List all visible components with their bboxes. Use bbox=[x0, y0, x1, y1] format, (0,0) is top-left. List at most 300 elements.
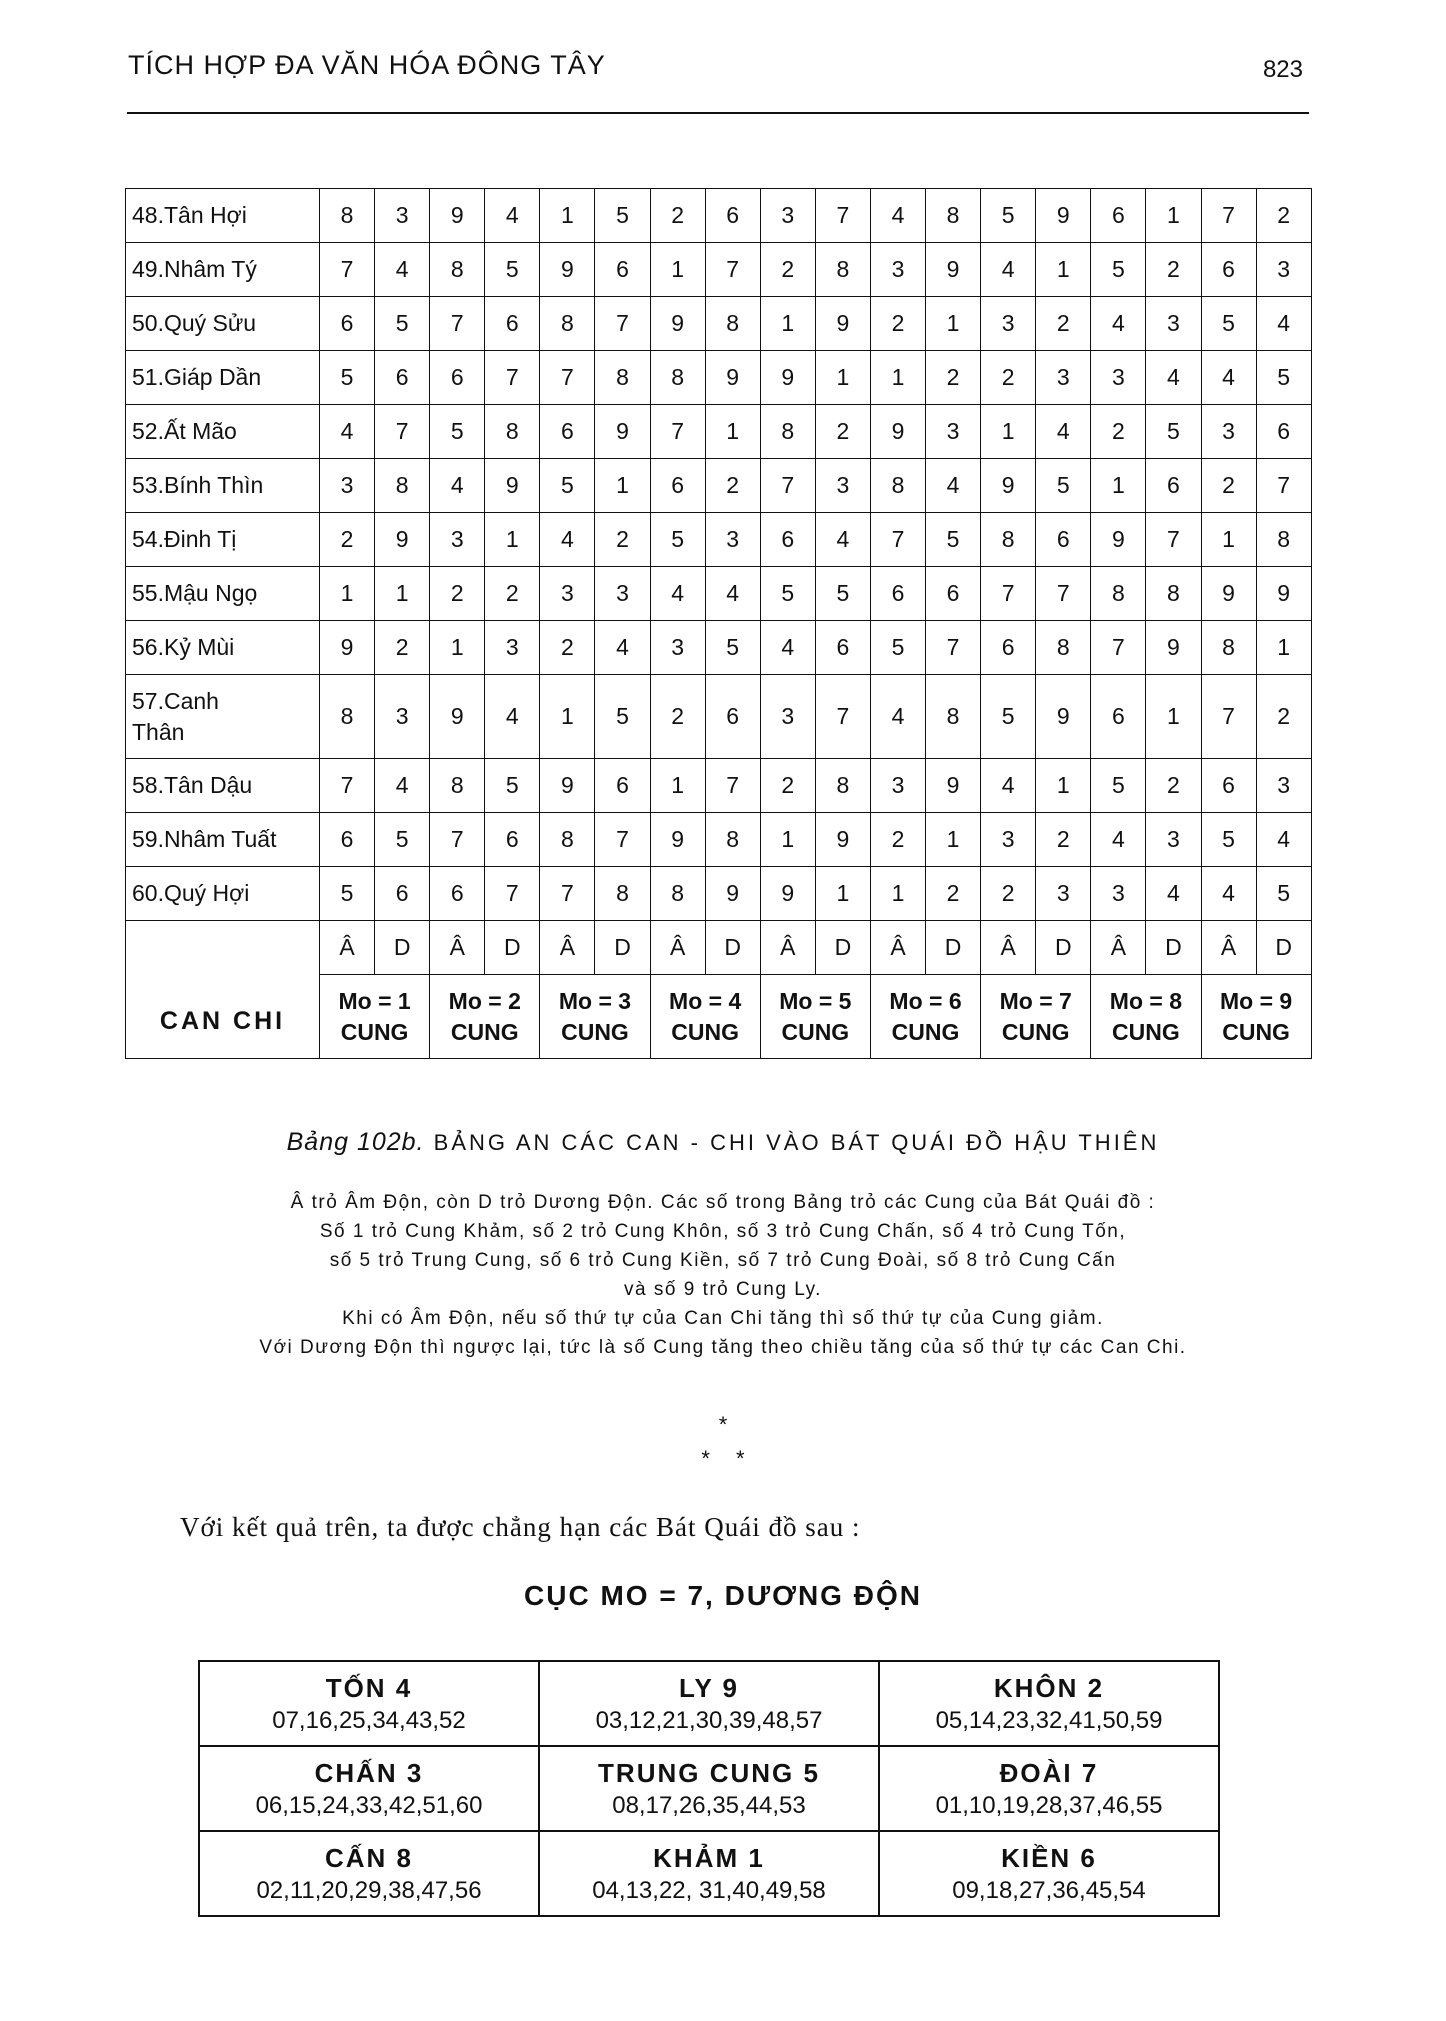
table-row bbox=[126, 867, 1312, 921]
cung-number-cell: 5 bbox=[705, 621, 760, 675]
cung-number-cell: 8 bbox=[1036, 621, 1091, 675]
cung-number-cell: 6 bbox=[485, 297, 540, 351]
caption-lead: Bảng 102b. bbox=[286, 1128, 425, 1156]
cung-number-cell: 3 bbox=[1146, 813, 1201, 867]
caption-text: BẢNG AN CÁC CAN - CHI VÀO BÁT QUÁI ĐỒ HẬU THIÊN bbox=[433, 1130, 1160, 1155]
cung-number-cell: 1 bbox=[815, 351, 870, 405]
cung-number-cell: 8 bbox=[540, 297, 595, 351]
section-break-star: * bbox=[718, 1412, 728, 1437]
table-row bbox=[126, 351, 1312, 405]
row-name-cell: 50.Quý Sửu bbox=[126, 297, 320, 351]
cung-number-cell: 1 bbox=[1036, 243, 1091, 297]
row-name-cell: 49.Nhâm Tý bbox=[126, 243, 320, 297]
cung-number-cell: 5 bbox=[1091, 759, 1146, 813]
trigram-numbers: 08,17,26,35,44,53 bbox=[612, 1791, 806, 1819]
cung-number-cell: 5 bbox=[595, 675, 650, 759]
cung-label: CUNG bbox=[671, 1018, 740, 1045]
cung-number-cell: 4 bbox=[1036, 405, 1091, 459]
cung-number-cell: 1 bbox=[926, 297, 981, 351]
cung-number-cell: 8 bbox=[1256, 513, 1311, 567]
cung-number-cell: 8 bbox=[650, 867, 705, 921]
cung-number-cell: 9 bbox=[485, 459, 540, 513]
table-row bbox=[126, 621, 1312, 675]
cung-number-cell: 9 bbox=[1036, 675, 1091, 759]
cung-number-cell: 7 bbox=[705, 759, 760, 813]
mo-label: Mo = 5 bbox=[779, 987, 852, 1014]
cung-number-cell: 2 bbox=[870, 813, 925, 867]
cung-number-cell: 7 bbox=[870, 513, 925, 567]
row-name-cell: 51.Giáp Dần bbox=[126, 351, 320, 405]
cung-number-cell: 5 bbox=[1146, 405, 1201, 459]
cung-header-cell bbox=[540, 975, 650, 1059]
bat-quai-grid-body bbox=[199, 1661, 1219, 1916]
cung-number-cell: 8 bbox=[650, 351, 705, 405]
mo-label: Mo = 3 bbox=[558, 987, 632, 1014]
cung-number-cell: 9 bbox=[375, 513, 430, 567]
cung-number-cell: 8 bbox=[815, 759, 870, 813]
can-chi-table-body bbox=[126, 189, 1312, 1059]
cung-number-cell: 5 bbox=[815, 567, 870, 621]
cung-number-cell: 8 bbox=[595, 351, 650, 405]
cung-number-cell: 7 bbox=[595, 813, 650, 867]
cung-number-cell: 2 bbox=[1256, 189, 1311, 243]
cung-number-cell: 4 bbox=[1091, 813, 1146, 867]
cung-number-cell: 5 bbox=[870, 621, 925, 675]
cung-number-cell: 4 bbox=[485, 189, 540, 243]
cung-number-cell: 4 bbox=[1201, 867, 1256, 921]
table-row bbox=[126, 513, 1312, 567]
cung-number-cell: 1 bbox=[1146, 189, 1201, 243]
row-name-cell: 53.Bính Thìn bbox=[126, 459, 320, 513]
cung-number-cell: 8 bbox=[705, 297, 760, 351]
cung-number-cell: 1 bbox=[1091, 459, 1146, 513]
cung-number-cell: 3 bbox=[815, 459, 870, 513]
am-duong-cell: D bbox=[1256, 921, 1311, 975]
am-duong-cell: D bbox=[485, 921, 540, 975]
cung-number-cell: 1 bbox=[375, 567, 430, 621]
cung-label: CUNG bbox=[781, 1018, 850, 1045]
cung-number-cell: 5 bbox=[430, 405, 485, 459]
am-duong-row bbox=[126, 921, 1312, 975]
cung-number-cell: 5 bbox=[485, 759, 540, 813]
cung-number-cell: 4 bbox=[870, 189, 925, 243]
cung-header-cell bbox=[320, 975, 430, 1059]
am-duong-cell: D bbox=[595, 921, 650, 975]
cung-number-cell: 1 bbox=[760, 297, 815, 351]
cung-number-cell: 1 bbox=[981, 405, 1036, 459]
cung-number-cell: 5 bbox=[926, 513, 981, 567]
cung-number-cell: 9 bbox=[760, 867, 815, 921]
cung-number-cell: 2 bbox=[1036, 297, 1091, 351]
cung-number-cell: 7 bbox=[1256, 459, 1311, 513]
cung-number-cell: 1 bbox=[760, 813, 815, 867]
bat-quai-grid bbox=[198, 1660, 1220, 1917]
cung-number-cell: 8 bbox=[375, 459, 430, 513]
page-number: 823 bbox=[1262, 56, 1303, 83]
can-chi-table bbox=[125, 188, 1312, 1059]
am-duong-cell: D bbox=[815, 921, 870, 975]
trigram-numbers: 02,11,20,29,38,47,56 bbox=[256, 1876, 482, 1904]
am-duong-cell: D bbox=[1146, 921, 1201, 975]
row-name-cell: 60.Quý Hợi bbox=[126, 867, 320, 921]
trigram-title: CHẤN 3 bbox=[314, 1757, 424, 1788]
cung-number-cell: 5 bbox=[595, 189, 650, 243]
mo-label: Mo = 1 bbox=[338, 987, 411, 1014]
table-notes bbox=[150, 1188, 1296, 1362]
cung-number-cell: 6 bbox=[1201, 243, 1256, 297]
cung-number-cell: 4 bbox=[650, 567, 705, 621]
cung-number-cell: 6 bbox=[815, 621, 870, 675]
cung-number-cell: 7 bbox=[595, 297, 650, 351]
cung-number-cell: 6 bbox=[926, 567, 981, 621]
cung-number-cell: 5 bbox=[650, 513, 705, 567]
cung-number-cell: 7 bbox=[540, 867, 595, 921]
cung-number-cell: 6 bbox=[430, 867, 485, 921]
table-row bbox=[126, 189, 1312, 243]
trigram-title: KHẢM 1 bbox=[653, 1842, 765, 1873]
can-chi-label: CAN CHI bbox=[126, 921, 320, 1059]
cung-number-cell: 8 bbox=[1146, 567, 1201, 621]
cung-number-cell: 7 bbox=[1201, 189, 1256, 243]
table-row bbox=[126, 567, 1312, 621]
cung-number-cell: 4 bbox=[981, 759, 1036, 813]
cung-number-cell: 9 bbox=[430, 189, 485, 243]
am-duong-cell: Â bbox=[870, 921, 925, 975]
cung-label: CUNG bbox=[891, 1018, 960, 1045]
cung-number-cell: 7 bbox=[430, 297, 485, 351]
cung-number-cell: 6 bbox=[320, 297, 375, 351]
cung-number-cell: 9 bbox=[1201, 567, 1256, 621]
running-header: TÍCH HỢP ĐA VĂN HÓA ĐÔNG TÂY bbox=[128, 50, 606, 80]
cung-number-cell: 5 bbox=[485, 243, 540, 297]
cung-number-cell: 7 bbox=[1201, 675, 1256, 759]
row-name-cell: 56.Kỷ Mùi bbox=[126, 621, 320, 675]
cung-number-cell: 6 bbox=[760, 513, 815, 567]
cung-number-cell: 5 bbox=[1256, 867, 1311, 921]
cung-header-cell bbox=[430, 975, 540, 1059]
note-line: Với Dương Độn thì ngược lại, tức là số Cung tăng theo chiều tăng của số thứ tự các Can Chi. bbox=[259, 1337, 1187, 1358]
cung-number-cell: 9 bbox=[595, 405, 650, 459]
mo-label: Mo = 6 bbox=[889, 987, 962, 1014]
row-name-cell: 52.Ất Mão bbox=[126, 405, 320, 459]
cung-number-cell: 2 bbox=[981, 867, 1036, 921]
cung-number-cell: 1 bbox=[1201, 513, 1256, 567]
cung-number-cell: 9 bbox=[1036, 189, 1091, 243]
am-duong-cell: Â bbox=[540, 921, 595, 975]
cung-number-cell: 5 bbox=[1201, 297, 1256, 351]
cung-number-cell: 8 bbox=[485, 405, 540, 459]
cung-number-cell: 7 bbox=[705, 243, 760, 297]
cung-number-cell: 4 bbox=[1256, 813, 1311, 867]
table-row bbox=[126, 675, 1312, 759]
header-rule bbox=[127, 112, 1309, 114]
cung-number-cell: 3 bbox=[926, 405, 981, 459]
cung-number-cell: 6 bbox=[540, 405, 595, 459]
cung-label: CUNG bbox=[340, 1018, 409, 1045]
cung-number-cell: 5 bbox=[760, 567, 815, 621]
cung-number-cell: 7 bbox=[981, 567, 1036, 621]
cung-number-cell: 2 bbox=[1036, 813, 1091, 867]
cung-number-cell: 4 bbox=[595, 621, 650, 675]
cung-number-cell: 1 bbox=[815, 867, 870, 921]
row-name-cell: 48.Tân Hợi bbox=[126, 189, 320, 243]
table-row bbox=[126, 459, 1312, 513]
cung-number-cell: 2 bbox=[1146, 759, 1201, 813]
cung-number-cell: 3 bbox=[1036, 867, 1091, 921]
cung-number-cell: 6 bbox=[981, 621, 1036, 675]
cung-number-cell: 1 bbox=[540, 675, 595, 759]
cung-number-cell: 3 bbox=[1256, 243, 1311, 297]
cung-number-cell: 9 bbox=[926, 759, 981, 813]
cung-number-cell: 4 bbox=[430, 459, 485, 513]
trigram-title: KHÔN 2 bbox=[993, 1672, 1105, 1703]
am-duong-cell: D bbox=[705, 921, 760, 975]
cung-number-cell: 3 bbox=[1091, 351, 1146, 405]
cung-number-cell: 1 bbox=[540, 189, 595, 243]
cung-label: CUNG bbox=[1222, 1018, 1290, 1045]
cung-number-cell: 3 bbox=[650, 621, 705, 675]
cung-number-cell: 1 bbox=[485, 513, 540, 567]
note-line: Khi có Âm Độn, nếu số thứ tự của Can Chi tăng thì số thứ tự của Cung giảm. bbox=[342, 1308, 1104, 1329]
cung-number-cell: 4 bbox=[870, 675, 925, 759]
cung-number-cell: 7 bbox=[485, 867, 540, 921]
cung-number-cell: 5 bbox=[981, 675, 1036, 759]
cung-number-cell: 6 bbox=[375, 351, 430, 405]
cung-number-cell: 2 bbox=[430, 567, 485, 621]
cung-number-cell: 6 bbox=[1201, 759, 1256, 813]
am-duong-cell: Â bbox=[1091, 921, 1146, 975]
cung-number-cell: 2 bbox=[1146, 243, 1201, 297]
cung-number-cell: 1 bbox=[870, 351, 925, 405]
cung-number-cell: 4 bbox=[320, 405, 375, 459]
cung-number-cell: 7 bbox=[320, 759, 375, 813]
cung-number-cell: 5 bbox=[1091, 243, 1146, 297]
row-name-cell: 54.Đinh Tị bbox=[126, 513, 320, 567]
cung-number-cell: 7 bbox=[815, 189, 870, 243]
cung-number-cell: 3 bbox=[320, 459, 375, 513]
note-line: Â trỏ Âm Độn, còn D trỏ Dương Độn. Các số trong Bảng trỏ các Cung của Bát Quái đồ : bbox=[290, 1192, 1156, 1213]
cung-number-cell: 9 bbox=[1091, 513, 1146, 567]
cung-number-cell: 1 bbox=[1036, 759, 1091, 813]
cung-number-cell: 9 bbox=[760, 351, 815, 405]
cung-number-cell: 7 bbox=[1036, 567, 1091, 621]
cung-number-cell: 7 bbox=[1146, 513, 1201, 567]
cung-header-cell bbox=[870, 975, 980, 1059]
cung-number-cell: 1 bbox=[650, 759, 705, 813]
cung-number-cell: 8 bbox=[430, 243, 485, 297]
cung-number-cell: 5 bbox=[540, 459, 595, 513]
table-row bbox=[126, 759, 1312, 813]
cung-number-cell: 2 bbox=[815, 405, 870, 459]
cung-number-cell: 7 bbox=[320, 243, 375, 297]
grid-row bbox=[199, 1746, 1219, 1831]
cung-number-cell: 8 bbox=[926, 675, 981, 759]
cung-number-cell: 8 bbox=[926, 189, 981, 243]
table-row bbox=[126, 813, 1312, 867]
cung-number-cell: 4 bbox=[540, 513, 595, 567]
mo-label: Mo = 2 bbox=[448, 987, 521, 1014]
cung-number-cell: 3 bbox=[1256, 759, 1311, 813]
trigram-numbers: 03,12,21,30,39,48,57 bbox=[595, 1706, 823, 1734]
trigram-cell bbox=[879, 1831, 1219, 1916]
cung-number-cell: 1 bbox=[1256, 621, 1311, 675]
cung-number-cell: 4 bbox=[1201, 351, 1256, 405]
cung-number-cell: 6 bbox=[1091, 189, 1146, 243]
row-name-line: 57.Canh bbox=[132, 687, 219, 714]
cung-number-cell: 5 bbox=[1256, 351, 1311, 405]
row-name-cell: 55.Mậu Ngọ bbox=[126, 567, 320, 621]
cung-number-cell: 7 bbox=[375, 405, 430, 459]
cung-number-cell: 3 bbox=[430, 513, 485, 567]
cung-number-cell: 6 bbox=[1091, 675, 1146, 759]
cung-number-cell: 3 bbox=[981, 297, 1036, 351]
cung-number-cell: 4 bbox=[1256, 297, 1311, 351]
trigram-numbers: 07,16,25,34,43,52 bbox=[272, 1706, 466, 1734]
cung-number-cell: 5 bbox=[375, 297, 430, 351]
cung-number-cell: 4 bbox=[375, 243, 430, 297]
cung-number-cell: 2 bbox=[1256, 675, 1311, 759]
trigram-numbers: 06,15,24,33,42,51,60 bbox=[255, 1791, 483, 1819]
trigram-cell bbox=[199, 1831, 539, 1916]
cung-number-cell: 7 bbox=[540, 351, 595, 405]
trigram-numbers: 01,10,19,28,37,46,55 bbox=[935, 1791, 1163, 1819]
trigram-title: ĐOÀI 7 bbox=[999, 1757, 1099, 1788]
cung-label: CUNG bbox=[1001, 1018, 1070, 1045]
trigram-title: CẤN 8 bbox=[324, 1842, 413, 1873]
row-name-cell: 58.Tân Dậu bbox=[126, 759, 320, 813]
cung-number-cell: 2 bbox=[1091, 405, 1146, 459]
cung-number-cell: 4 bbox=[1091, 297, 1146, 351]
table-row bbox=[126, 297, 1312, 351]
am-duong-cell: D bbox=[926, 921, 981, 975]
cung-number-cell: 5 bbox=[981, 189, 1036, 243]
cung-number-cell: 9 bbox=[650, 297, 705, 351]
cung-number-cell: 9 bbox=[1256, 567, 1311, 621]
cung-number-cell: 4 bbox=[375, 759, 430, 813]
cung-number-cell: 3 bbox=[981, 813, 1036, 867]
cung-number-cell: 3 bbox=[595, 567, 650, 621]
cung-number-cell: 6 bbox=[1256, 405, 1311, 459]
cung-number-cell: 3 bbox=[1036, 351, 1091, 405]
cung-number-cell: 9 bbox=[815, 813, 870, 867]
cung-number-cell: 7 bbox=[650, 405, 705, 459]
am-duong-cell: Â bbox=[981, 921, 1036, 975]
trigram-title: TRUNG CUNG 5 bbox=[598, 1757, 820, 1788]
am-duong-cell: Â bbox=[320, 921, 375, 975]
cung-number-cell: 8 bbox=[870, 459, 925, 513]
cung-number-cell: 6 bbox=[595, 759, 650, 813]
cung-number-cell: 6 bbox=[650, 459, 705, 513]
cung-number-cell: 5 bbox=[375, 813, 430, 867]
cung-number-cell: 6 bbox=[375, 867, 430, 921]
cung-number-cell: 3 bbox=[705, 513, 760, 567]
cung-number-cell: 2 bbox=[760, 243, 815, 297]
am-duong-cell: D bbox=[375, 921, 430, 975]
cung-number-cell: 1 bbox=[430, 621, 485, 675]
row-name-cell: 59.Nhâm Tuất bbox=[126, 813, 320, 867]
trigram-title: KIỀN 6 bbox=[1001, 1842, 1097, 1873]
note-line: Số 1 trỏ Cung Khảm, số 2 trỏ Cung Khôn, số 3 trỏ Cung Chấn, số 4 trỏ Cung Tốn, bbox=[319, 1221, 1127, 1242]
trigram-title: LY 9 bbox=[678, 1672, 740, 1703]
note-line: và số 9 trỏ Cung Ly. bbox=[624, 1279, 822, 1300]
cung-header-cell bbox=[650, 975, 760, 1059]
intro-paragraph: Với kết quả trên, ta được chẳng hạn các Bát Quái đồ sau : bbox=[180, 1512, 861, 1542]
cung-number-cell: 3 bbox=[375, 189, 430, 243]
mo-label: Mo = 7 bbox=[999, 987, 1072, 1014]
am-duong-cell: Â bbox=[760, 921, 815, 975]
grid-row bbox=[199, 1831, 1219, 1916]
trigram-cell bbox=[199, 1746, 539, 1831]
cung-number-cell: 2 bbox=[760, 759, 815, 813]
cung-number-cell: 8 bbox=[320, 189, 375, 243]
cung-number-cell: 6 bbox=[1036, 513, 1091, 567]
table-row bbox=[126, 405, 1312, 459]
cung-number-cell: 7 bbox=[926, 621, 981, 675]
cung-number-cell: 7 bbox=[1091, 621, 1146, 675]
cung-number-cell: 8 bbox=[815, 243, 870, 297]
cung-number-cell: 9 bbox=[705, 867, 760, 921]
cung-number-cell: 8 bbox=[705, 813, 760, 867]
trigram-cell bbox=[539, 1831, 879, 1916]
cung-number-cell: 8 bbox=[540, 813, 595, 867]
cung-number-cell: 6 bbox=[320, 813, 375, 867]
cung-number-cell: 9 bbox=[540, 759, 595, 813]
row-name-line: Thân bbox=[132, 718, 185, 745]
cung-number-cell: 9 bbox=[705, 351, 760, 405]
am-duong-cell: D bbox=[1036, 921, 1091, 975]
cung-number-cell: 1 bbox=[595, 459, 650, 513]
cung-number-cell: 2 bbox=[375, 621, 430, 675]
cung-number-cell: 3 bbox=[870, 243, 925, 297]
cung-number-cell: 8 bbox=[981, 513, 1036, 567]
trigram-cell bbox=[879, 1746, 1219, 1831]
cung-number-cell: 6 bbox=[1146, 459, 1201, 513]
cung-number-cell: 2 bbox=[595, 513, 650, 567]
note-line: số 5 trỏ Trung Cung, số 6 trỏ Cung Kiền, số 7 trỏ Cung Đoài, số 8 trỏ Cung Cấn bbox=[329, 1250, 1117, 1271]
cung-number-cell: 4 bbox=[1146, 351, 1201, 405]
cung-label: CUNG bbox=[561, 1018, 629, 1045]
cung-number-cell: 7 bbox=[815, 675, 870, 759]
cung-number-cell: 5 bbox=[1036, 459, 1091, 513]
cung-number-cell: 9 bbox=[430, 675, 485, 759]
am-duong-cell: Â bbox=[650, 921, 705, 975]
cung-number-cell: 9 bbox=[540, 243, 595, 297]
cung-number-cell: 9 bbox=[320, 621, 375, 675]
cung-number-cell: 9 bbox=[870, 405, 925, 459]
cung-number-cell: 8 bbox=[760, 405, 815, 459]
cung-header-cell bbox=[760, 975, 870, 1059]
cung-number-cell: 3 bbox=[485, 621, 540, 675]
cung-number-cell: 7 bbox=[430, 813, 485, 867]
trigram-numbers: 04,13,22, 31,40,49,58 bbox=[592, 1876, 826, 1904]
am-duong-cell: Â bbox=[430, 921, 485, 975]
cung-number-cell: 6 bbox=[485, 813, 540, 867]
cung-number-cell: 6 bbox=[870, 567, 925, 621]
cung-label: CUNG bbox=[450, 1018, 519, 1045]
cung-number-cell: 5 bbox=[320, 867, 375, 921]
cung-number-cell: 2 bbox=[1201, 459, 1256, 513]
cung-number-cell: 3 bbox=[870, 759, 925, 813]
cung-number-cell: 4 bbox=[815, 513, 870, 567]
cung-number-cell: 5 bbox=[320, 351, 375, 405]
cung-number-cell: 1 bbox=[870, 867, 925, 921]
cung-number-cell: 2 bbox=[650, 189, 705, 243]
cung-number-cell: 2 bbox=[926, 867, 981, 921]
cung-number-cell: 9 bbox=[926, 243, 981, 297]
cung-number-cell: 2 bbox=[485, 567, 540, 621]
cung-number-cell: 6 bbox=[430, 351, 485, 405]
cung-number-cell: 4 bbox=[485, 675, 540, 759]
